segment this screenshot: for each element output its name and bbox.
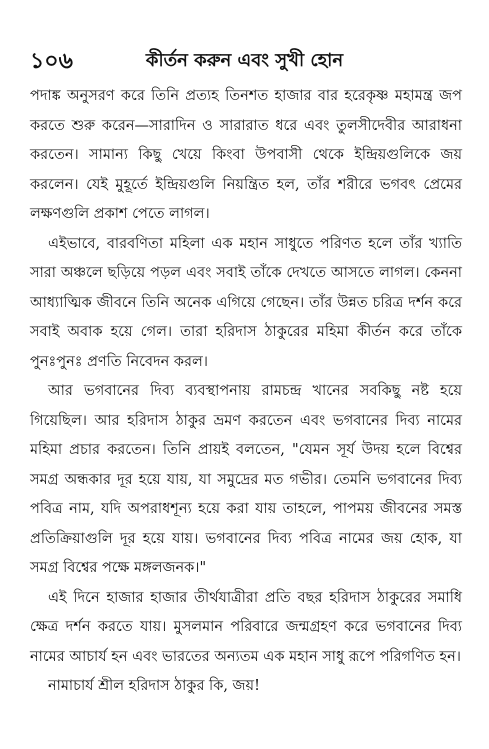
body-text bbox=[30, 82, 462, 702]
page-header bbox=[30, 44, 459, 76]
paragraph: পদাঙ্ক অনুসরণ করে তিনি প্রত্যহ তিনশত হাজার বার হরেকৃষ্ণ মহামন্ত্র জপ করতে শুরু করেন—সারাদিন ও সারারাত ধরে এবং তুলসীদেবীর আরাধনা করতেন। সামান্য কিছু খেয়ে কিংবা উপবাসী থেকে ইন্দ্রিয়গুলিকে জয় করলেন। যেই মুহূর্তে ইন্দ্রিয়গুলি নিয়ন্ত্রিত হল, তাঁর শরীরে ভগবৎ প্রেমের লক্ষণগুলি প্রকাশ পেতে লাগল। bbox=[30, 88, 462, 222]
closing-line: নামাচার্য শ্রীল হরিদাস ঠাকুর কি, জয়! bbox=[48, 678, 260, 694]
paragraph: এইভাবে, বারবণিতা মহিলা এক মহান সাধুতে পরিণত হলে তাঁর খ্যাতি সারা অঞ্চলে ছড়িয়ে পড়ল এবং সবাই তাঁকে দেখতে আসতে লাগল। কেননা আধ্যাত্মিক জীবনে তিনি অনেক এগিয়ে গেছেন। তাঁর উন্নত চরিত্র দর্শন করে সবাই অবাক হয়ে গেল। তারা হরিদাস ঠাকুরের মহিমা কীর্তন করে তাঁকে পুনঃপুনঃ প্রণতি নিবেদন করল। bbox=[30, 235, 462, 370]
page-number: ১০৬ bbox=[30, 48, 73, 74]
running-title: কীর্তন করুন এবং সুখী হোন bbox=[145, 50, 344, 71]
paragraph: আর ভগবানের দিব্য ব্যবস্থাপনায় রামচন্দ্র খানের সবকিছু নষ্ট হয়ে গিয়েছিল। আর হরিদাস ঠাকুর ভ্রমণ করতেন এবং ভগবানের দিব্য নামের মহিমা প্রচার করতেন। তিনি প্রায়ই বলতেন, "যেমন সূর্য উদয় হলে বিশ্বের সমগ্র অন্ধকার দূর হয়ে যায়, যা সমুদ্রের মত গভীর। তেমনি ভগবানের দিব্য পবিত্র নাম, যদি অপরাধশূন্য হয়ে করা যায় তাহলে, পাপময় জীবনের সমস্ত প্রতিক্রিয়াগুলি দূর হয়ে যায়। ভগবানের দিব্য পবিত্র নামের জয় হোক, যা সমগ্র বিশ্বের পক্ষে মঙ্গলজনক।" bbox=[30, 383, 462, 576]
paragraph: এই দিনে হাজার হাজার তীর্থযাত্রীরা প্রতি বছর হরিদাস ঠাকুরের সমাধি ক্ষেত্র দর্শন করতে যায়। মুসলমান পরিবারে জন্মগ্রহণ করে ভগবানের দিব্য নামের আচার্য হন এবং ভারতের অন্যতম এক মহান সাধু রূপে পরিগণিত হন। bbox=[30, 589, 462, 665]
